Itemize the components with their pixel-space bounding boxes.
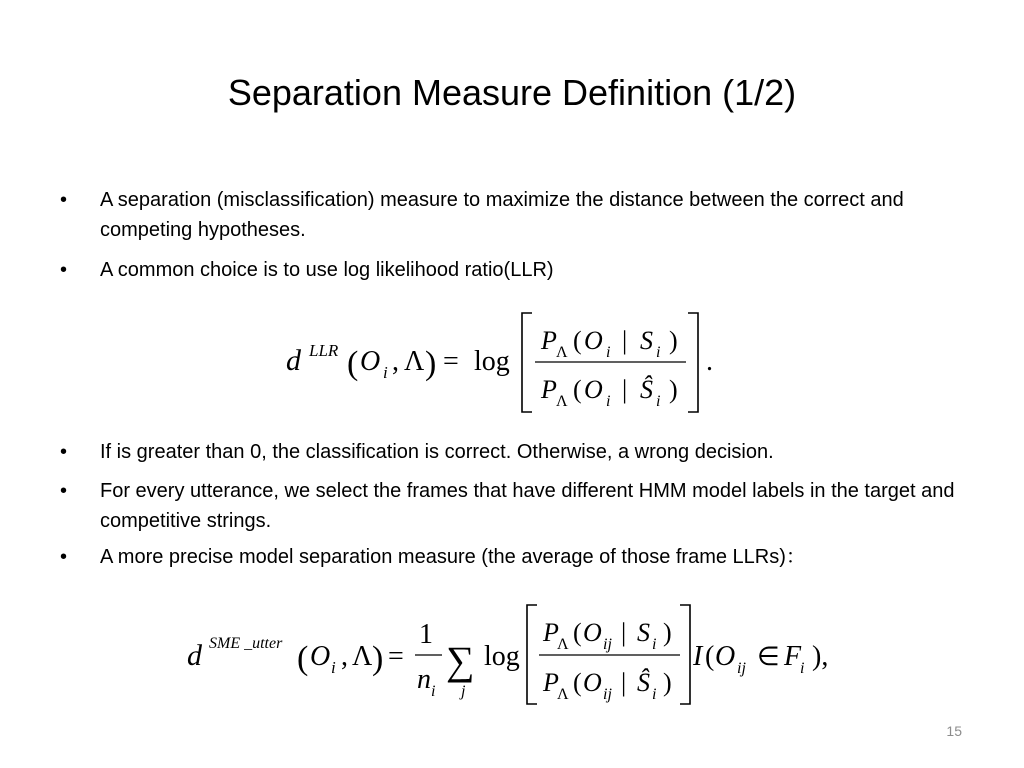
formula-paren: ( [573, 668, 582, 697]
bullet-marker: • [60, 189, 68, 211]
formula-symbol: O [310, 641, 331, 672]
formula-symbol: P [543, 668, 559, 697]
formula-comma: , [341, 641, 348, 672]
formula-comma: , [392, 346, 399, 377]
formula-subscript: ij [737, 660, 746, 677]
bullet-marker: • [60, 546, 68, 568]
right-bracket [688, 313, 698, 412]
formula-subscript: ij [603, 636, 612, 653]
formula-subscript: i [656, 393, 661, 410]
formula-superscript: SME _utter [209, 635, 283, 652]
formula-log: log [484, 641, 520, 672]
bullet-text: If is greater than 0, the classification is correct. Otherwise, a wrong decision. [100, 441, 774, 463]
formula-paren: ( [347, 345, 359, 382]
formula-symbol: S [637, 618, 650, 647]
formula-symbol: O [360, 346, 381, 377]
formula-subscript: i [431, 683, 436, 700]
formula-superscript: LLR [309, 341, 339, 360]
formula-symbol: P [541, 375, 557, 404]
formula-symbol: n [417, 664, 431, 695]
slide-title: Separation Measure Definition (1/2) [227, 72, 797, 113]
formula-subscript: i [383, 363, 388, 382]
formula-paren: ( [573, 326, 582, 355]
formula-paren: ( [573, 375, 582, 404]
bullet-text: A separation (misclassification) measure to maximize the distance between the correct and competing hypotheses. [100, 189, 904, 241]
bullet-text: A common choice is to use log likelihood ratio(LLR) [100, 259, 554, 281]
formula-symbol: P [541, 326, 557, 355]
left-bracket [522, 313, 532, 412]
sum-symbol: ∑ [446, 638, 475, 683]
bullet-item [60, 542, 970, 572]
formula-log: log [474, 346, 510, 377]
formula-symbol: O [584, 326, 603, 355]
right-bracket [680, 605, 690, 704]
bullet-item [60, 476, 970, 536]
formula-bar: | [622, 326, 628, 355]
formula-subscript: i [656, 344, 661, 361]
formula-symbol: F [784, 641, 802, 672]
formula-subscript: Λ [557, 636, 569, 653]
formula-paren: ( [573, 618, 582, 647]
formula-paren: ( [297, 640, 309, 677]
formula-symbol: Λ [352, 641, 373, 672]
left-bracket [527, 605, 537, 704]
formula-paren: ) [669, 326, 678, 355]
formula-subscript: Λ [556, 344, 568, 361]
formula-subscript: ij [603, 686, 612, 703]
formula-symbol: I [693, 641, 703, 672]
formula-paren: ( [705, 641, 715, 672]
bullet-item [60, 185, 970, 245]
formula-symbol: O [715, 641, 736, 672]
bullet-marker: • [60, 480, 68, 502]
formula-period: . [706, 346, 713, 377]
formula-paren: ) [663, 618, 672, 647]
bullet-marker: • [60, 259, 68, 281]
formula-element-of: ∈ [757, 642, 780, 671]
formula-symbol: S [640, 326, 653, 355]
bullet-marker: • [60, 441, 68, 463]
bullet-text: For every utterance, we select the frames that have different HMM model labels in the target and competitive strings. [100, 480, 955, 532]
formula-subscript: i [800, 660, 805, 677]
formula-numerator: 1 [419, 619, 433, 650]
formula-subscript: i [331, 658, 336, 677]
formula-subscript: Λ [557, 686, 569, 703]
formula-subscript: i [606, 393, 611, 410]
formula-equals: = [388, 641, 404, 672]
formula-subscript: Λ [556, 393, 568, 410]
formula-paren: ) [669, 375, 678, 404]
formula-symbol: Λ [404, 346, 425, 377]
formula-subscript: i [606, 344, 611, 361]
formula-symbol: Ŝ [637, 668, 650, 697]
bullet-item [60, 437, 970, 467]
formula-paren: ) [663, 668, 672, 697]
formula-subscript: i [652, 686, 657, 703]
formula-symbol: Ŝ [640, 375, 653, 404]
formula-symbol: O [584, 375, 603, 404]
formula-symbol: P [543, 618, 559, 647]
formula-bar: | [621, 668, 627, 697]
formula-subscript: j [461, 683, 466, 700]
formula-paren: ) [425, 345, 437, 382]
bullet-text: A more precise model separation measure (the average of those frame LLRs)： [100, 546, 806, 568]
formula-bar: | [622, 375, 628, 404]
formula-subscript: i [652, 636, 657, 653]
formula-symbol: d [187, 639, 202, 672]
formula-symbol: d [286, 344, 301, 377]
formula-paren: ) [372, 640, 384, 677]
formula-symbol: O [583, 668, 602, 697]
slide-number: 15 [946, 723, 962, 739]
formula-paren: ), [812, 641, 829, 672]
formula-symbol: O [583, 618, 602, 647]
formula-bar: | [621, 618, 627, 647]
formula-equals: = [443, 346, 459, 377]
bullet-item [60, 255, 970, 285]
